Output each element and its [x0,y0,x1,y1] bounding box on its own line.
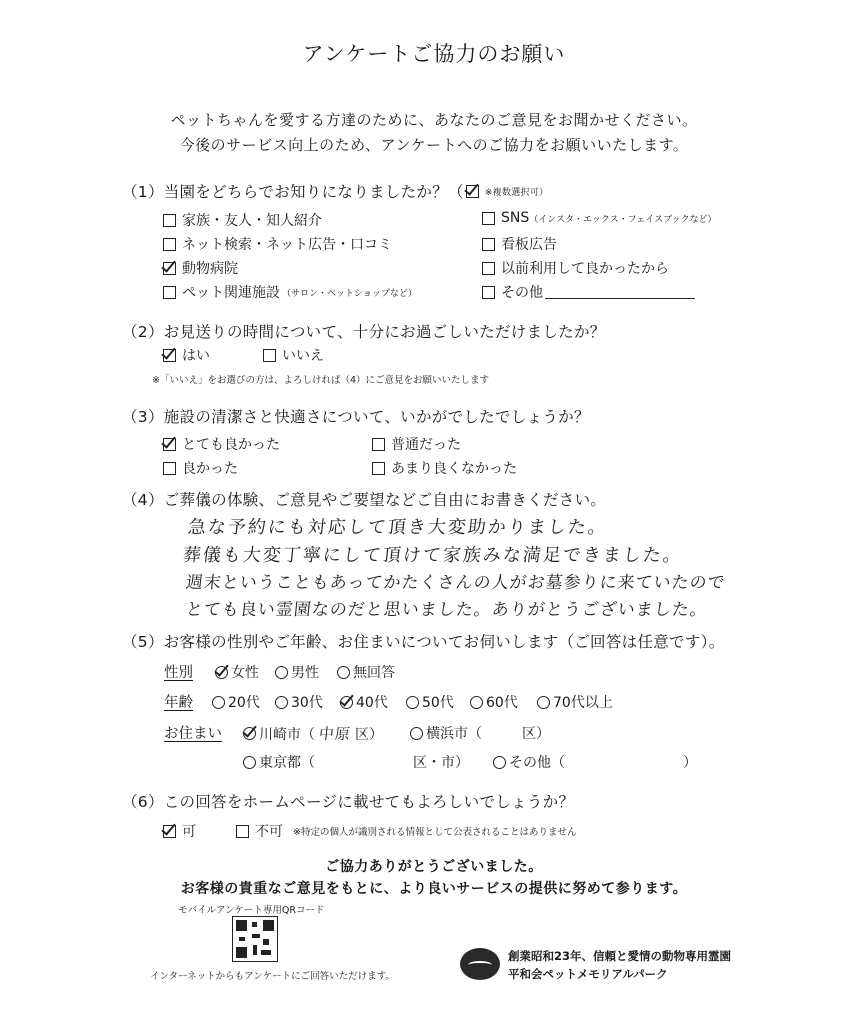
checkbox[interactable] [163,462,176,475]
q1-option-family[interactable] [163,210,322,230]
checkbox[interactable] [372,438,385,451]
age-50s[interactable] [406,692,454,712]
option-label: 東京都（ [259,755,315,771]
q6-option-ng[interactable] [236,821,576,841]
q2-option-yes[interactable] [163,345,210,365]
company-name: 平和会ペットメモリアルパーク [508,967,668,981]
residence-other[interactable] [493,752,697,772]
option-label: 可 [182,824,196,840]
option-label: 50代 [422,695,454,711]
radio[interactable] [406,696,419,709]
residence-yokohama[interactable] [410,723,550,743]
handwritten-line-3: 週末ということもあってかたくさんの人がお墓参りに来ていたので [184,573,727,593]
option-label: 30代 [291,695,323,711]
option-label: 横浜市（ [426,726,482,742]
radio[interactable] [470,696,483,709]
option-label: ペット関連施設 [182,285,280,301]
age-40s[interactable] [340,692,388,712]
option-label: SNS [501,210,530,226]
option-label: 無回答 [353,665,395,681]
radio[interactable] [275,666,288,679]
qr-note: インターネットからもアンケートにご回答いただけます。 [150,971,395,982]
q6-option-ok[interactable] [163,821,196,841]
radio[interactable] [537,696,550,709]
checkbox[interactable] [482,262,495,275]
checkbox-checked[interactable] [163,825,176,838]
q1-option-pet-facility[interactable] [163,282,417,302]
q3-question: （3）施設の清潔さと快適さについて、いかがでしたでしょうか？ [122,408,590,426]
q1-option-sns[interactable] [482,210,717,226]
q4-question: （4）ご葬儀の体験、ご意見やご要望などご自由にお書きください。 [122,491,607,509]
option-label: その他 [501,285,543,301]
radio[interactable] [275,696,288,709]
radio[interactable] [212,696,225,709]
radio[interactable] [493,756,506,769]
option-sub: （サロン・ペットショップなど） [282,288,417,299]
checkbox-checked[interactable] [163,438,176,451]
option-label: 動物病院 [182,261,238,277]
checkbox[interactable] [163,214,176,227]
option-label-end: ） [683,755,697,771]
residence-label: お住まい [164,726,222,742]
q2-question: （2）お見送りの時間について、十分にお過ごしいただけましたか？ [122,323,606,341]
intro-line-2: 今後のサービス向上のため、アンケートへのご協力をお願いいたします。 [179,136,689,154]
age-30s[interactable] [275,692,323,712]
radio[interactable] [410,727,423,740]
checkbox[interactable] [163,286,176,299]
option-label-end: 区） [355,726,384,743]
option-label: 20代 [228,695,260,711]
q1-option-vet[interactable] [163,258,238,278]
option-label: 女性 [231,665,259,681]
age-60s[interactable] [470,692,518,712]
option-label: その他（ [509,755,565,771]
page-title: アンケートご協力のお願い [302,42,566,66]
checkbox[interactable] [236,825,249,838]
option-sub: （インスタ・エックス・フェイスブックなど） [529,214,717,225]
q1-option-other[interactable] [482,282,695,302]
checkbox[interactable] [163,238,176,251]
checkbox[interactable] [263,349,276,362]
q2-note: ※「いいえ」をお選びの方は、よろしければ（4）にご意見をお願いいたします [152,375,490,386]
radio-checked[interactable] [340,696,353,709]
q1-question: （1）当園をどちらでお知りになりましたか？（ [122,183,464,201]
thanks-line-1: ご協力ありがとうございました。 [325,859,543,875]
checkbox-checked[interactable] [163,349,176,362]
option-label-end: 区・市） [413,755,469,771]
radio-checked[interactable] [243,727,256,740]
q1-multi-check-icon [466,185,479,198]
q6-question: （6）この回答をホームページに載せてもよろしいでしょうか？ [122,793,575,811]
gender-male[interactable] [275,662,319,682]
option-label: あまり良くなかった [391,461,517,477]
qr-caption: モバイルアンケート専用QRコード [178,905,325,916]
thanks-line-2: お客様の貴重なご意見をもとに、より良いサービスの提供に努めて参ります。 [180,881,688,897]
option-label: 川崎市（ [259,726,315,743]
radio[interactable] [243,756,256,769]
residence-kawasaki[interactable] [243,723,383,744]
gender-female[interactable] [215,662,259,682]
option-label: はい [182,348,210,364]
handwritten-line-4: とても良い霊園なのだと思いました。ありがとうございました。 [184,600,709,620]
other-blank-line[interactable] [545,286,695,299]
qr-code-icon[interactable] [232,916,278,962]
age-label: 年齢 [164,695,193,711]
radio-checked[interactable] [215,666,228,679]
age-70s-plus[interactable] [537,692,613,712]
option-label: 40代 [356,695,388,711]
q1-heading [122,180,548,202]
option-label: ネット検索・ネット広告・口コミ [182,237,392,253]
residence-tokyo[interactable] [243,752,469,772]
gender-label: 性別 [164,665,193,681]
intro-line-1: ペットちゃんを愛する方達のために、あなたのご意見をお聞かせください。 [170,111,698,129]
q1-multi-note: ※複数選択可） [484,187,549,198]
radio[interactable] [337,666,350,679]
checkbox-checked[interactable] [163,262,176,275]
q1-option-signboard[interactable] [482,234,557,254]
q3-option-very-good[interactable] [163,434,280,454]
option-label: 男性 [291,665,319,681]
checkbox[interactable] [482,286,495,299]
q3-option-not-good[interactable] [372,458,517,478]
q6-note: ※特定の個人が識別される情報として公表されることはありません [293,827,577,838]
checkbox[interactable] [482,212,495,225]
company-logo-icon [460,948,500,980]
handwritten-line-2: 葬儀も大変丁寧にして頂けて家族みな満足できました。 [181,545,684,566]
option-label: とても良かった [182,437,280,453]
company-tagline: 創業昭和23年、信頼と愛情の動物専用霊園 [508,949,732,963]
option-label: 70代以上 [553,695,613,711]
checkbox[interactable] [482,238,495,251]
q1-option-previous[interactable] [482,258,669,278]
q1-option-net[interactable] [163,234,392,254]
option-label-end: 区） [522,726,550,742]
option-label: 普通だった [391,437,461,453]
handwritten-line-1: 急な予約にも対応して頂き大変助かりました。 [186,517,609,538]
option-label: いいえ [282,348,324,364]
checkbox[interactable] [372,462,385,475]
option-label: 看板広告 [501,237,557,253]
option-label: 60代 [486,695,518,711]
handwritten-ward: 中原 [318,725,352,743]
q3-option-good[interactable] [163,458,238,478]
option-label: 不可 [255,824,283,840]
q5-question: （5）お客様の性別やご年齢、お住まいについてお伺いします（ご回答は任意です）。 [122,633,725,651]
gender-no-answer[interactable] [337,662,395,682]
age-20s[interactable] [212,692,260,712]
option-label: 良かった [182,461,238,477]
q3-option-average[interactable] [372,434,461,454]
option-label: 家族・友人・知人紹介 [182,213,322,229]
q2-option-no[interactable] [263,345,324,365]
option-label: 以前利用して良かったから [501,261,669,277]
